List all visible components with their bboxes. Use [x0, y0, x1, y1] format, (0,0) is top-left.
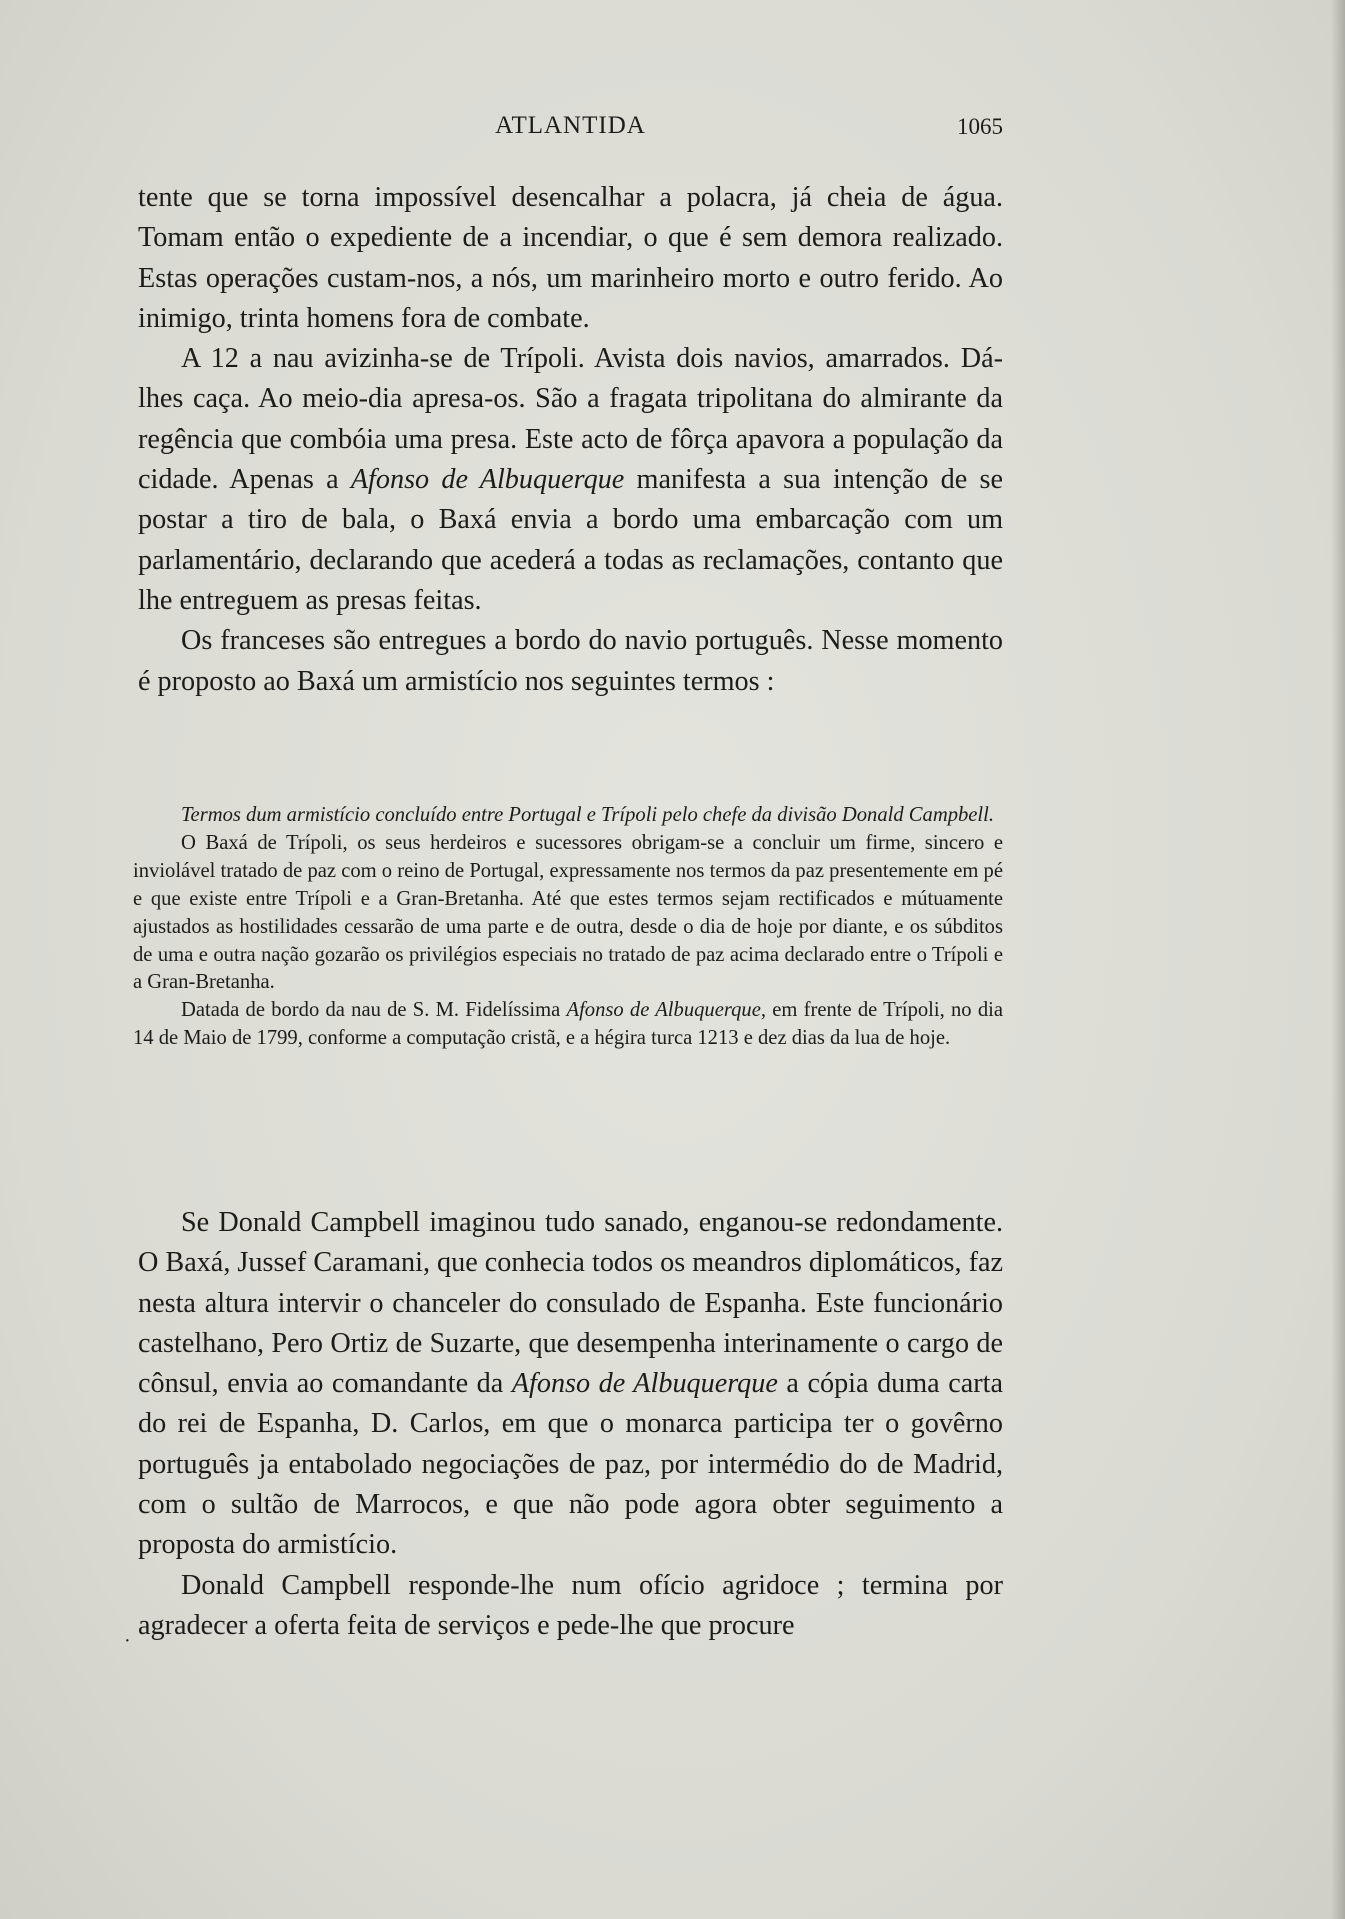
paragraph-text: A 12 a nau avizinha-se de Trípoli. Avista dois navios, amarrados. Dá-lhes caça. Ao meio-dia apresa-os. São a fragata tripolitana do almirante da regência que combóia uma presa. Este acto de fôrça apavora a população da cidade. Apenas a — [138, 343, 1003, 496]
paragraph-text: Se Donald Campbell imaginou tudo sanado, enganou-se redondamente. O Baxá, Jussef Caramani, que conhecia todos os meandros diplomáticos, faz nesta altura intervir o chanceler do consulado de Espanha. Este funcionário castelhano, Pero Ortiz de Suzarte, que desempenha interinamente o cargo de cônsul, envia ao comandante da — [138, 1207, 1003, 1400]
ship-name: Afonso de Albuquerque, — [566, 999, 766, 1022]
page-header — [138, 108, 1003, 148]
quote-text: Datada de bordo da nau de S. M. Fidelíssima — [181, 999, 567, 1022]
paragraph-tripoli — [138, 339, 1003, 621]
paragraph-campbell — [138, 1203, 1003, 1566]
body-section-2 — [138, 1203, 1003, 1646]
running-title: ATLANTIDA — [495, 112, 646, 139]
armistice-quote — [133, 802, 1003, 1053]
quote-text: em frente de Trípoli, no dia 14 de Maio de 1799, conforme a computação cristã, e a hégira turca 1213 e dez dias da lua de hoje. — [133, 999, 1003, 1050]
ship-name: Afonso de Albuquerque — [350, 464, 625, 496]
ship-name: Afonso de Albuquerque — [511, 1368, 778, 1400]
paragraph-continuation: tente que se torna impossível desencalhar a polacra, já cheia de água. Tomam então o expediente de a incendiar, o que é sem demora realizado. Estas operações custam-nos, a nós, um marinheiro morto e outro ferido. Ao inimigo, trinta homens fora de combate. — [138, 182, 1003, 334]
paragraph-text: manifesta a sua intenção de se postar a tiro de bala, o Baxá envia a bordo uma embarcação com um parlamentário, declarando que acederá a todas as reclamações, contanto que lhe entreguem as presas feitas. — [138, 464, 1004, 616]
quote-paragraph: O Baxá de Trípoli, os seus herdeiros e sucessores obrigam-se a concluir um firme, sincero e inviolável tratado de paz com o reino de Portugal, expressamente nos termos da paz presentemente em pé e que existe entre Trípoli e a Gran-Bretanha. Até que estes termos sejam rectificados e mútuamente ajustados as hostilidades cessarão de uma parte e de outra, desde o dia de hoje por diante, e os súbditos de uma e outra nação gozarão os privilégios especiais no tratado de paz acima declarado entre o Trípoli e a Gran-Bretanha. — [133, 831, 1003, 994]
paragraph-oficio: Donald Campbell responde-lhe num ofício agridoce ; termina por agradecer a oferta feita de serviços e pede-lhe que procure — [138, 1569, 1003, 1641]
scan-edge-shadow — [1331, 0, 1345, 1919]
quote-dating — [133, 997, 1003, 1053]
quote-title: Termos dum armistício concluído entre Portugal e Trípoli pelo chefe da divisão Donald Campbell. — [181, 804, 995, 826]
margin-dot: · — [124, 1630, 131, 1652]
paragraph-franceses: Os franceses são entregues a bordo do navio português. Nesse momento é proposto ao Baxá um armistício nos seguintes termos : — [138, 625, 1003, 697]
paragraph-text: a cópia duma carta do rei de Espanha, D. Carlos, em que o monarca participa ter o govêrno português ja entabolado negociações de paz, por intermédio do de Madrid, com o sultão de Marrocos, e que não pode agora obter seguimento a proposta do armistício. — [138, 1368, 1003, 1561]
page-number: 1065 — [957, 114, 1003, 139]
body-section-1 — [138, 178, 1003, 702]
